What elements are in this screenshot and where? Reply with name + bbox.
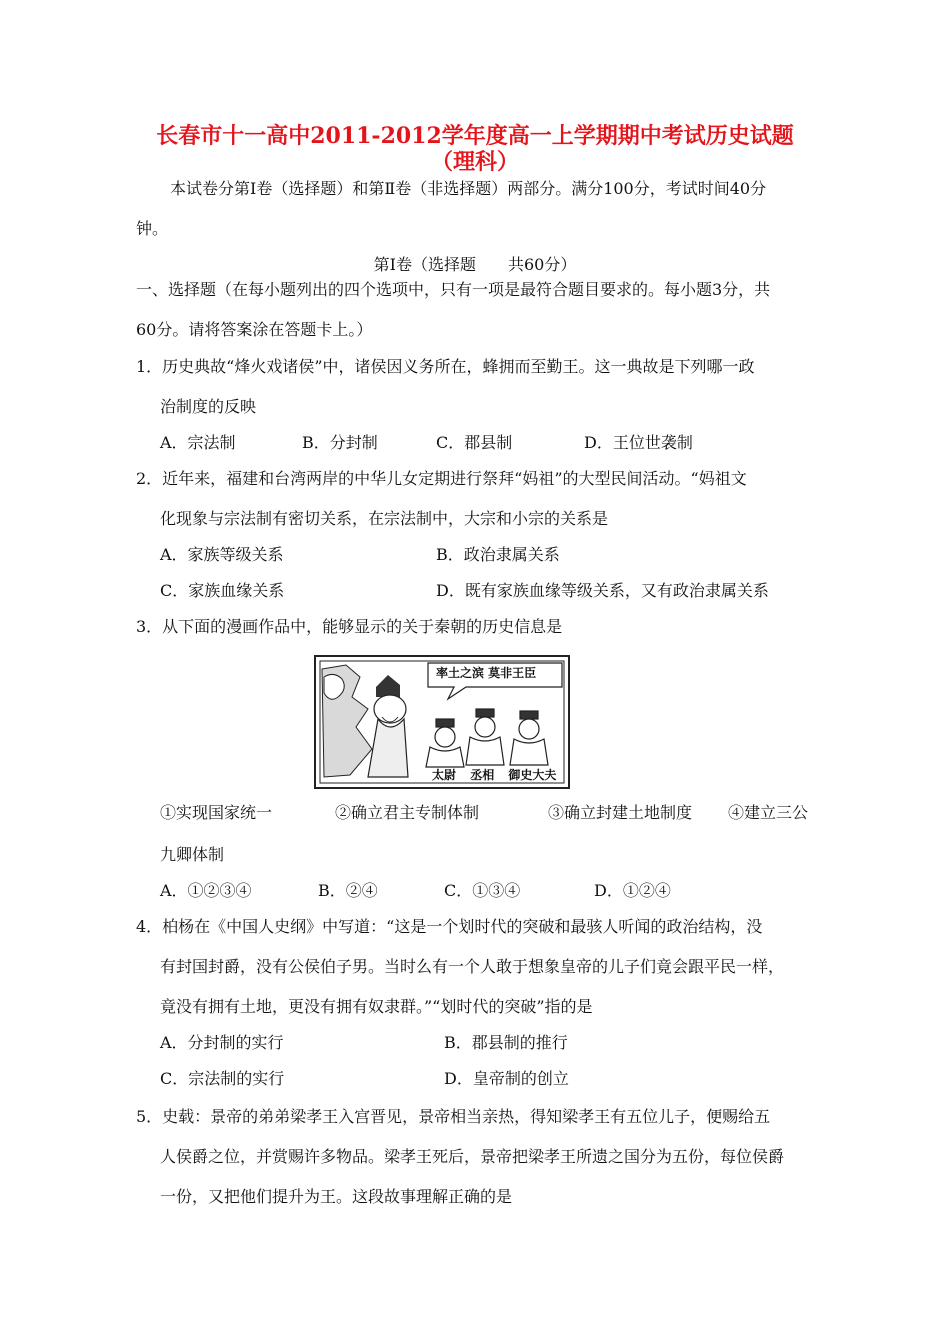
exam-title: 长春市十一高中2011-2012学年度高一上学期期中考试历史试题	[156, 123, 794, 149]
q3-option-a: A．①②③④	[160, 881, 252, 900]
q4-option-c: C．宗法制的实行	[160, 1069, 285, 1088]
question-2-stem: 2．近年来，福建和台湾两岸的中华儿女定期进行祭拜“妈祖”的大型民间活动。“妈祖文	[136, 469, 747, 488]
question-2-stem-cont: 化现象与宗法制有密切关系，在宗法制中，大宗和小宗的关系是	[160, 509, 609, 528]
section-title: 第Ⅰ卷（选择题 共60分）	[373, 255, 577, 274]
q4-option-a: A．分封制的实行	[160, 1033, 284, 1052]
q1-option-b: B．分封制	[302, 433, 378, 452]
q1-option-d: D．王位世袭制	[584, 433, 693, 452]
question-5-stem-cont: 人侯爵之位，并赏赐许多物品。梁孝王死后，景帝把梁孝王所遗之国分为五份，每位侯爵	[160, 1147, 785, 1166]
question-5-stem-cont-2: 一份，又把他们提升为王。这段故事理解正确的是	[160, 1187, 513, 1206]
q3-option-c: C．①③④	[444, 881, 521, 900]
exam-subtitle: （理科）	[430, 149, 519, 175]
instructions-cont: 60分。请将答案涂在答题卡上。）	[136, 320, 373, 339]
cartoon-image	[314, 655, 570, 789]
q3-option-b: B．②④	[318, 881, 378, 900]
question-4-stem-cont-2: 竟没有拥有土地，更没有拥有奴隶群。”“划时代的突破”指的是	[160, 997, 593, 1016]
q3-statement-2: ②确立君主专制体制	[335, 803, 480, 822]
q2-option-b: B．政治隶属关系	[436, 545, 560, 564]
q3-option-d: D．①②④	[594, 881, 671, 900]
cartoon-speech-bubble: 率土之滨 莫非王臣	[436, 666, 537, 680]
cartoon-figure-labels	[432, 767, 566, 783]
q2-option-d: D．既有家族血缘等级关系，又有政治隶属关系	[436, 581, 769, 600]
q4-option-d: D．皇帝制的创立	[444, 1069, 569, 1088]
q3-statement-4: ④建立三公	[728, 803, 809, 822]
q3-statement-1: ①实现国家统一	[160, 803, 273, 822]
q2-option-c: C．家族血缘关系	[160, 581, 285, 600]
q1-option-a: A．宗法制	[160, 433, 236, 452]
question-4-stem: 4．柏杨在《中国人史纲》中写道：“这是一个划时代的突破和最骇人听闻的政治结构，没	[136, 917, 763, 936]
question-4-stem-cont: 有封国封爵，没有公侯伯子男。当时么有一个人敢于想象皇帝的儿子们竟会跟平民一样，	[160, 957, 785, 976]
question-1-stem-cont: 治制度的反映	[160, 397, 257, 416]
q3-statement-3: ③确立封建土地制度	[548, 803, 693, 822]
q2-option-a: A．家族等级关系	[160, 545, 284, 564]
question-1-stem: 1．历史典故“烽火戏诸侯”中，诸侯因义务所在，蜂拥而至勤王。这一典故是下列哪一政	[136, 357, 755, 376]
cartoon-label-chengxiang: 丞相	[470, 768, 495, 782]
intro-text: 本试卷分第Ⅰ卷（选择题）和第Ⅱ卷（非选择题）两部分。满分100分，考试时间40分	[170, 179, 767, 198]
intro-text-cont: 钟。	[136, 219, 169, 238]
question-3-stem: 3．从下面的漫画作品中，能够显示的关于秦朝的历史信息是	[136, 617, 563, 636]
question-5-stem: 5．史载：景帝的弟弟梁孝王入宫晋见，景帝相当亲热，得知梁孝王有五位儿子，便赐给五	[136, 1107, 771, 1126]
cartoon-label-taiwei: 太尉	[432, 768, 457, 782]
q3-statement-4-cont: 九卿体制	[160, 845, 225, 864]
instructions: 一、选择题（在每小题列出的四个选项中，只有一项是最符合题目要求的。每小题3分，共	[136, 280, 771, 299]
q1-option-c: C．郡县制	[436, 433, 513, 452]
cartoon-label-yushidafu: 御史大夫	[508, 768, 557, 782]
q4-option-b: B．郡县制的推行	[444, 1033, 568, 1052]
